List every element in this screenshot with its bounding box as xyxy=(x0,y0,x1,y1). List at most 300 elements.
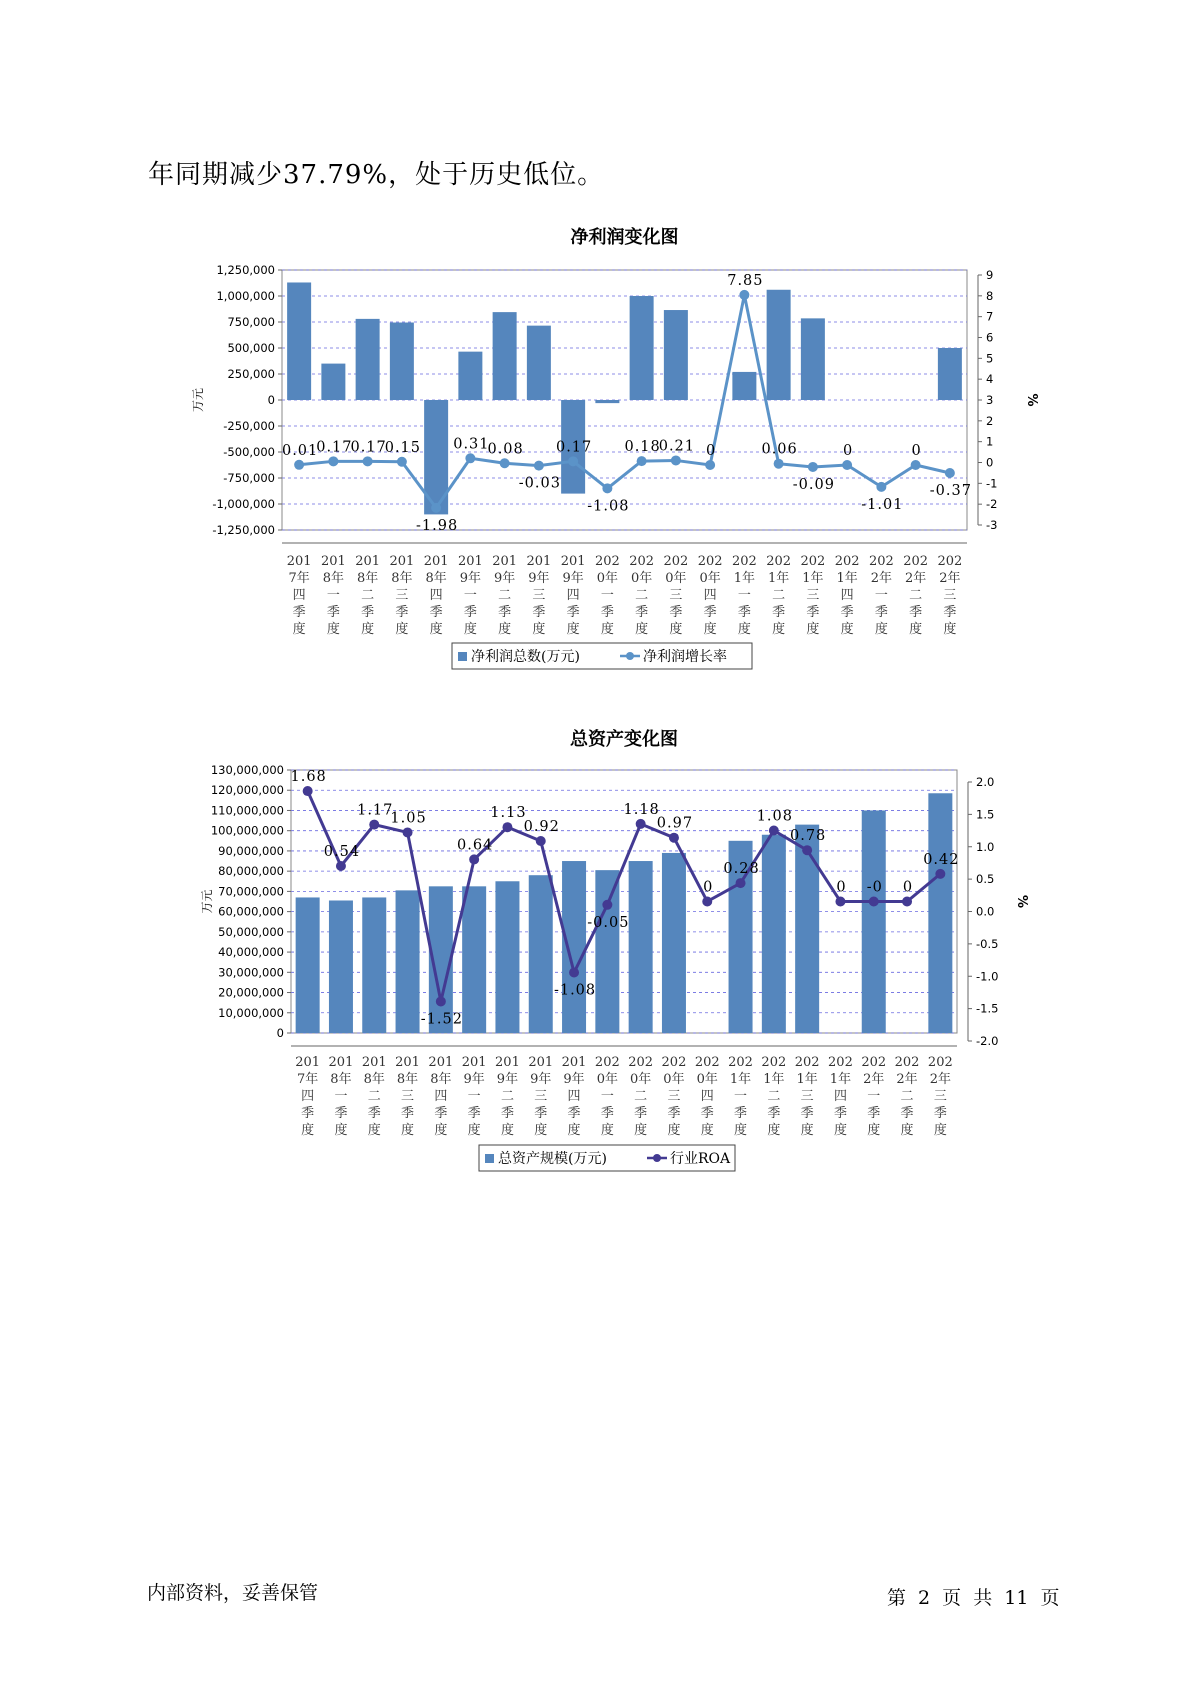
y2-tick-label: 2.0 xyxy=(976,775,995,789)
y2-tick-label: -0.5 xyxy=(976,936,999,951)
line-point xyxy=(702,897,712,907)
y-tick-label: 120,000,000 xyxy=(210,783,284,798)
x-tick-label: 二 xyxy=(634,1089,648,1104)
data-label: 0.64 xyxy=(457,837,494,854)
x-tick-label: 202 xyxy=(927,1055,953,1070)
x-tick-label: 季 xyxy=(567,1106,581,1121)
y-tick-label: 50,000,000 xyxy=(218,924,284,939)
data-label: -0.03 xyxy=(518,475,561,492)
y-tick-label: 1,000,000 xyxy=(216,289,275,303)
x-tick-label: 201 xyxy=(457,554,483,569)
data-label: 0.18 xyxy=(624,439,661,456)
x-tick-label: 2年 xyxy=(904,571,927,586)
x-tick-label: 二 xyxy=(361,588,375,603)
x-tick-label: 2年 xyxy=(863,1072,885,1087)
line-point xyxy=(902,897,912,907)
x-tick-label: 202 xyxy=(629,554,655,569)
bar xyxy=(390,323,414,400)
net-profit-chart xyxy=(0,215,1191,680)
bar xyxy=(801,318,825,400)
line-point xyxy=(602,900,612,910)
line-point xyxy=(669,833,679,843)
footer-page-number: 第 2 页 共 11 页 xyxy=(887,1587,1060,1609)
x-tick-label: 二 xyxy=(900,1089,914,1104)
x-tick-label: 四 xyxy=(292,588,306,603)
x-tick-label: 8年 xyxy=(330,1072,352,1087)
y2-tick-label: 0.5 xyxy=(976,872,995,887)
line-point xyxy=(294,460,304,470)
x-tick-label: 一 xyxy=(463,588,477,603)
line-point xyxy=(363,456,373,466)
legend-bar-swatch xyxy=(485,1154,494,1163)
y-tick-label: 20,000,000 xyxy=(218,985,284,1000)
data-label: -0 xyxy=(866,879,883,896)
x-tick-label: 四 xyxy=(567,1089,581,1104)
data-label: 0 xyxy=(706,443,717,459)
y2-tick-label: 3 xyxy=(986,393,994,407)
x-tick-label: 1年 xyxy=(729,1072,752,1087)
legend-bar-label: 总资产规模(万元) xyxy=(498,1151,607,1167)
data-label: 0.28 xyxy=(723,861,760,878)
bar xyxy=(762,835,786,1033)
x-tick-label: 季 xyxy=(734,1106,748,1121)
x-tick-label: 8年 xyxy=(363,1072,385,1087)
x-tick-label: 8年 xyxy=(356,571,379,586)
x-tick-label: 季 xyxy=(361,605,375,620)
x-tick-label: 一 xyxy=(874,588,888,603)
x-tick-label: 四 xyxy=(703,588,717,603)
data-label: 0 xyxy=(911,443,922,459)
data-label: -1.01 xyxy=(861,496,904,513)
y2-tick-label: -2.0 xyxy=(976,1034,999,1048)
x-tick-label: 度 xyxy=(634,1123,648,1138)
x-tick-label: 0年 xyxy=(665,571,687,586)
data-label: -1.08 xyxy=(553,982,597,999)
y2-tick-label: -1.5 xyxy=(976,1001,999,1016)
data-label: 0.31 xyxy=(453,436,490,453)
y2-axis-title: % xyxy=(1014,894,1029,909)
footer-confidential: 内部资料，妥善保管 xyxy=(147,1582,319,1604)
data-label: 0.08 xyxy=(487,441,524,458)
x-tick-label: 0年 xyxy=(663,1072,685,1087)
x-tick-label: 201 xyxy=(526,554,552,569)
x-tick-label: 度 xyxy=(772,622,786,637)
x-tick-label: 度 xyxy=(361,622,375,637)
line-point xyxy=(568,456,578,466)
y2-tick-label: 6 xyxy=(986,330,994,345)
data-label: 0.01 xyxy=(281,442,319,459)
x-tick-label: 一 xyxy=(867,1089,881,1104)
x-tick-label: 度 xyxy=(800,1123,814,1138)
y-tick-label: -500,000 xyxy=(223,445,275,459)
x-tick-label: 0年 xyxy=(630,1072,652,1087)
x-tick-label: 季 xyxy=(635,605,649,620)
line-point xyxy=(637,456,647,466)
x-tick-label: 度 xyxy=(900,1123,914,1138)
x-tick-label: 一 xyxy=(600,1089,614,1104)
y-tick-label: 750,000 xyxy=(227,315,275,329)
bar xyxy=(396,890,420,1033)
bar xyxy=(595,400,619,403)
x-tick-label: 1年 xyxy=(796,1072,818,1087)
bar xyxy=(462,886,486,1033)
x-tick-label: 一 xyxy=(467,1089,481,1104)
x-tick-label: 201 xyxy=(428,1055,454,1070)
x-tick-label: 季 xyxy=(367,1106,381,1121)
x-tick-label: 201 xyxy=(560,554,586,569)
bar xyxy=(296,897,320,1033)
bar xyxy=(495,881,519,1033)
x-tick-label: 三 xyxy=(532,588,546,603)
bar xyxy=(767,290,791,400)
x-tick-label: 0年 xyxy=(596,1072,618,1087)
y-tick-label: 0 xyxy=(276,1026,284,1040)
x-tick-label: 季 xyxy=(667,1106,681,1121)
x-tick-label: 二 xyxy=(767,1089,781,1104)
x-tick-label: 1年 xyxy=(829,1072,852,1087)
bar xyxy=(493,312,517,400)
x-tick-label: 度 xyxy=(401,1123,415,1138)
legend-bar-label: 净利润总数(万元) xyxy=(471,649,580,665)
x-tick-label: 度 xyxy=(840,622,854,637)
x-tick-label: 一 xyxy=(334,1089,348,1104)
bar xyxy=(928,793,952,1033)
x-tick-label: 二 xyxy=(772,588,786,603)
x-tick-label: 201 xyxy=(423,554,449,569)
x-tick-label: 季 xyxy=(867,1106,881,1121)
x-tick-label: 四 xyxy=(833,1089,847,1104)
bar xyxy=(595,870,619,1033)
y2-tick-label: 1.5 xyxy=(976,807,995,822)
x-tick-label: 度 xyxy=(600,1123,614,1138)
y2-tick-label: -1.0 xyxy=(976,969,999,984)
x-tick-label: 度 xyxy=(532,622,546,637)
bar xyxy=(629,861,653,1033)
bar xyxy=(562,861,586,1033)
x-tick-label: 度 xyxy=(429,622,443,637)
x-tick-label: 三 xyxy=(943,588,957,603)
x-tick-label: 四 xyxy=(301,1089,315,1104)
line-point xyxy=(436,996,446,1006)
line-point xyxy=(431,503,441,513)
data-label: -1.98 xyxy=(416,517,459,534)
x-tick-label: 1年 xyxy=(836,571,858,586)
line-point xyxy=(536,836,546,846)
x-tick-label: 季 xyxy=(395,605,409,620)
bar xyxy=(662,853,686,1033)
x-tick-label: 201 xyxy=(286,554,312,569)
x-tick-label: 度 xyxy=(498,622,512,637)
line-point xyxy=(802,845,812,855)
y-axis-title: 万元 xyxy=(191,387,205,413)
x-tick-label: 度 xyxy=(292,622,306,637)
x-tick-label: 季 xyxy=(463,605,477,620)
x-tick-label: 季 xyxy=(806,605,820,620)
data-label: 0 xyxy=(902,879,914,896)
x-tick-label: 季 xyxy=(532,605,546,620)
x-tick-label: 季 xyxy=(772,605,786,620)
y-tick-label: 90,000,000 xyxy=(218,843,284,858)
x-tick-label: 四 xyxy=(566,588,580,603)
x-tick-label: 202 xyxy=(903,554,929,569)
x-tick-label: 季 xyxy=(301,1106,315,1121)
x-tick-label: 四 xyxy=(840,588,854,603)
line-point xyxy=(328,456,338,466)
x-tick-label: 8年 xyxy=(430,1072,452,1087)
line-point xyxy=(935,869,945,879)
x-tick-label: 9年 xyxy=(530,1072,552,1087)
x-tick-label: 二 xyxy=(909,588,923,603)
x-tick-label: 度 xyxy=(334,1123,348,1138)
x-tick-label: 度 xyxy=(600,622,614,637)
line-point xyxy=(502,822,512,832)
bar xyxy=(321,364,345,400)
x-tick-label: 三 xyxy=(395,588,409,603)
y2-tick-label: 7 xyxy=(986,309,994,324)
legend-line-label: 行业ROA xyxy=(670,1151,731,1167)
y2-tick-label: 1 xyxy=(986,434,994,449)
x-tick-label: 201 xyxy=(495,1055,520,1070)
line-point xyxy=(569,968,579,978)
net-profit-chart-svg xyxy=(0,215,1191,680)
x-tick-label: 度 xyxy=(767,1123,781,1138)
x-tick-label: 202 xyxy=(834,554,860,569)
x-tick-label: 2年 xyxy=(939,571,961,586)
line-point xyxy=(705,460,715,470)
y2-tick-label: 0 xyxy=(986,455,994,470)
x-tick-label: 1年 xyxy=(767,571,790,586)
x-tick-label: 度 xyxy=(500,1123,514,1138)
x-tick-label: 度 xyxy=(909,622,923,637)
x-tick-label: 度 xyxy=(667,1123,681,1138)
line-point xyxy=(842,460,852,470)
y-tick-label: 130,000,000 xyxy=(210,763,284,777)
x-tick-label: 季 xyxy=(634,1106,648,1121)
x-tick-label: 一 xyxy=(600,588,614,603)
x-tick-label: 8年 xyxy=(396,1072,419,1087)
bar xyxy=(938,348,962,400)
line-point xyxy=(671,455,681,465)
x-tick-label: 202 xyxy=(894,1055,920,1070)
y-tick-label: 100,000,000 xyxy=(210,823,284,838)
data-label: 1.17 xyxy=(357,802,394,819)
y-axis-title: 万元 xyxy=(200,889,214,914)
x-tick-label: 202 xyxy=(828,1055,853,1070)
x-tick-label: 季 xyxy=(800,1106,814,1121)
x-tick-label: 度 xyxy=(367,1123,381,1138)
x-tick-label: 202 xyxy=(794,1055,820,1070)
x-tick-label: 0年 xyxy=(696,1072,718,1087)
x-tick-label: 二 xyxy=(635,588,649,603)
line-point xyxy=(303,786,313,796)
x-tick-label: 201 xyxy=(328,1055,354,1070)
x-tick-label: 二 xyxy=(367,1089,381,1104)
x-tick-label: 1年 xyxy=(802,571,824,586)
intro-text: 年同期减少37.79%，处于历史低位。 xyxy=(148,160,605,190)
bar xyxy=(862,810,886,1033)
x-tick-label: 季 xyxy=(498,605,512,620)
y2-tick-label: -3 xyxy=(986,518,998,532)
line-point xyxy=(465,453,475,463)
bar xyxy=(529,875,553,1033)
x-tick-label: 1年 xyxy=(763,1072,785,1087)
line-point xyxy=(469,854,479,864)
x-tick-label: 三 xyxy=(800,1089,814,1104)
x-tick-label: 201 xyxy=(295,1055,321,1070)
y-tick-label: 80,000,000 xyxy=(218,864,284,879)
x-tick-label: 度 xyxy=(703,622,717,637)
x-tick-label: 季 xyxy=(737,605,751,620)
legend-line-marker xyxy=(653,1154,661,1162)
line-point xyxy=(336,861,346,871)
y-tick-label: 110,000,000 xyxy=(210,803,284,818)
y-tick-label: 10,000,000 xyxy=(218,1005,284,1020)
total-assets-chart-svg xyxy=(0,715,1191,1185)
x-tick-label: 季 xyxy=(909,605,923,620)
line-point xyxy=(397,457,407,467)
x-tick-label: 0年 xyxy=(596,571,619,586)
line-point xyxy=(602,483,612,493)
x-tick-label: 0年 xyxy=(699,571,721,586)
x-tick-label: 202 xyxy=(761,1055,787,1070)
x-tick-label: 四 xyxy=(434,1089,448,1104)
data-label: -1.08 xyxy=(587,498,630,515)
line-point xyxy=(403,827,413,837)
x-tick-label: 9年 xyxy=(562,571,584,586)
x-tick-label: 202 xyxy=(661,1055,687,1070)
y2-tick-label: 8 xyxy=(986,288,994,303)
x-tick-label: 三 xyxy=(401,1089,415,1104)
x-tick-label: 度 xyxy=(867,1123,881,1138)
data-label: 7.85 xyxy=(727,272,764,289)
bar xyxy=(795,825,819,1033)
x-tick-label: 202 xyxy=(937,554,963,569)
x-tick-label: 度 xyxy=(933,1123,947,1138)
x-tick-label: 度 xyxy=(463,622,477,637)
data-label: 0.92 xyxy=(523,819,560,836)
x-tick-label: 度 xyxy=(434,1123,448,1138)
line-point xyxy=(774,459,784,469)
data-label: 0.06 xyxy=(761,441,798,458)
y-tick-label: -750,000 xyxy=(223,471,275,485)
x-tick-label: 季 xyxy=(292,605,306,620)
line-point xyxy=(739,290,749,300)
x-tick-label: 202 xyxy=(594,554,620,569)
x-tick-label: 四 xyxy=(429,588,443,603)
x-tick-label: 一 xyxy=(734,1089,748,1104)
x-tick-label: 季 xyxy=(600,605,614,620)
x-tick-label: 三 xyxy=(667,1089,681,1104)
x-tick-label: 2年 xyxy=(870,571,893,586)
bar xyxy=(527,326,551,400)
x-tick-label: 度 xyxy=(700,1123,714,1138)
data-label: -1.52 xyxy=(420,1011,463,1028)
chart-title: 净利润变化图 xyxy=(570,227,679,248)
y2-tick-label: 2 xyxy=(986,413,994,428)
x-tick-label: 201 xyxy=(492,554,518,569)
data-label: 0 xyxy=(703,879,714,896)
x-tick-label: 9年 xyxy=(496,1072,519,1087)
line-point xyxy=(534,461,544,471)
x-tick-label: 季 xyxy=(933,1106,947,1121)
data-label: 0 xyxy=(836,879,847,896)
x-tick-label: 202 xyxy=(594,1055,620,1070)
y-tick-label: 30,000,000 xyxy=(218,965,284,980)
line-point xyxy=(835,897,845,907)
bar xyxy=(362,897,386,1033)
total-assets-chart xyxy=(0,715,1191,1185)
data-label: 1.05 xyxy=(390,810,427,827)
y-tick-label: -1,250,000 xyxy=(212,523,275,537)
data-label: 1.08 xyxy=(756,808,793,825)
data-label: 0.21 xyxy=(658,438,696,455)
x-tick-label: 201 xyxy=(361,1055,387,1070)
x-tick-label: 7年 xyxy=(288,571,310,586)
x-tick-label: 一 xyxy=(737,588,751,603)
bar xyxy=(356,319,380,400)
line-point xyxy=(945,468,955,478)
data-label: 0.78 xyxy=(790,828,827,845)
legend-line-label: 净利润增长率 xyxy=(643,649,727,665)
line-point xyxy=(369,820,379,830)
x-tick-label: 季 xyxy=(566,605,580,620)
x-tick-label: 季 xyxy=(429,605,443,620)
x-tick-label: 202 xyxy=(731,554,757,569)
x-tick-label: 四 xyxy=(700,1089,714,1104)
x-tick-label: 7年 xyxy=(297,1072,319,1087)
x-tick-label: 9年 xyxy=(463,1072,485,1087)
x-tick-label: 度 xyxy=(833,1123,847,1138)
y-tick-label: -1,000,000 xyxy=(212,497,275,511)
x-tick-label: 201 xyxy=(389,554,415,569)
y-tick-label: -250,000 xyxy=(223,419,275,433)
x-tick-label: 0年 xyxy=(630,571,653,586)
x-tick-label: 9年 xyxy=(493,571,516,586)
x-tick-label: 9年 xyxy=(459,571,482,586)
x-tick-label: 2年 xyxy=(929,1072,951,1087)
x-tick-label: 季 xyxy=(703,605,717,620)
data-label: 1.18 xyxy=(623,801,660,818)
line-point xyxy=(876,482,886,492)
x-tick-label: 度 xyxy=(395,622,409,637)
x-tick-label: 二 xyxy=(498,588,512,603)
y-tick-label: 40,000,000 xyxy=(218,945,284,960)
y-tick-label: 500,000 xyxy=(227,341,275,355)
x-tick-label: 度 xyxy=(635,622,649,637)
x-tick-label: 三 xyxy=(669,588,683,603)
x-tick-label: 季 xyxy=(334,1106,348,1121)
y2-tick-label: 9 xyxy=(986,268,994,282)
line-point xyxy=(500,458,510,468)
y2-tick-label: 5 xyxy=(986,351,994,366)
bar xyxy=(287,282,311,400)
legend-bar-swatch xyxy=(458,652,467,661)
x-tick-label: 度 xyxy=(567,1123,581,1138)
data-label: 0.17 xyxy=(316,439,353,456)
data-label: -0.09 xyxy=(792,476,835,493)
x-tick-label: 季 xyxy=(900,1106,914,1121)
y-tick-label: 60,000,000 xyxy=(218,904,284,919)
bar xyxy=(458,352,482,400)
x-tick-label: 201 xyxy=(395,1055,420,1070)
data-label: 0.54 xyxy=(323,843,361,860)
y2-tick-label: 0.0 xyxy=(976,904,995,919)
data-label: 1.13 xyxy=(490,805,527,822)
x-tick-label: 季 xyxy=(326,605,340,620)
line-point xyxy=(736,878,746,888)
data-label: 0.17 xyxy=(350,439,387,456)
x-tick-label: 202 xyxy=(868,554,894,569)
